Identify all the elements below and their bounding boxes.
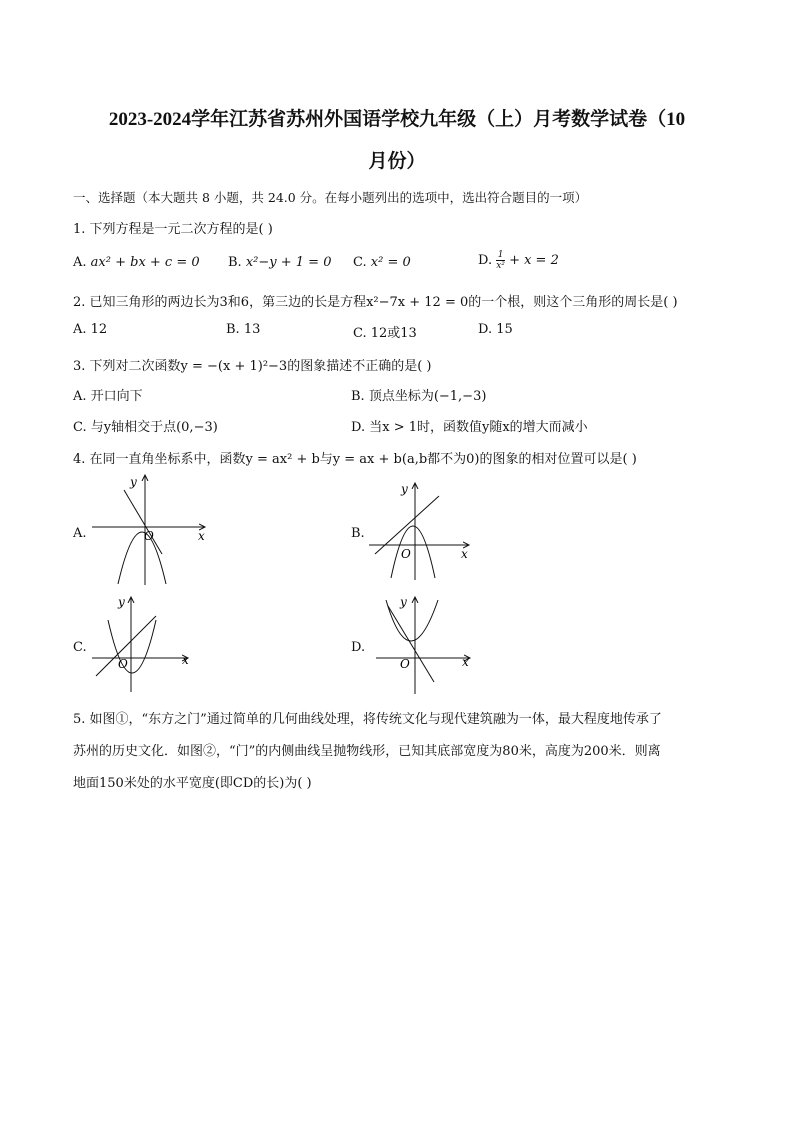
q1-d-fraction — [496, 250, 505, 271]
parabola — [118, 532, 166, 584]
axis-y-label: y — [401, 482, 408, 496]
paper-title-line1: 2023-2024学年江苏省苏州外国语学校九年级（上）月考数学试卷（10 — [108, 109, 686, 130]
q3-option-a: A. 开口向下 — [73, 389, 143, 404]
q1-option-d — [478, 250, 559, 271]
q1-d-numerator: 1 — [497, 250, 504, 260]
q1-option-a — [73, 255, 200, 270]
q1-a-label: A. — [73, 255, 87, 270]
q1-b-label: B. — [228, 255, 242, 270]
axis-y-label: y — [400, 595, 407, 609]
q2-option-a: A. 12 — [73, 322, 108, 337]
q4-label-b: B. — [351, 526, 365, 541]
parabola — [386, 600, 438, 641]
q4-graph-b — [365, 478, 475, 582]
q5-stem-line1: 5. 如图①，“东方之门”通过简单的几何曲线处理，将传统文化与现代建筑融为一体，最大程度地传承了 — [73, 712, 662, 727]
q1-b-expr: x²−y + 1 = 0 — [245, 255, 332, 270]
q4-label-d: D. — [351, 640, 366, 655]
q4-graph-c — [88, 592, 193, 692]
q4-label-a: A. — [73, 526, 87, 541]
paper-title-line2: 月份） — [368, 151, 426, 172]
q3-stem: 3. 下列对二次函数y = −(x + 1)²−3的图象描述不正确的是( ) — [73, 359, 432, 374]
q4-label-c: C. — [73, 640, 87, 655]
axis-y-label: y — [130, 475, 137, 489]
q1-d-denominator: x² — [496, 261, 505, 271]
origin-label: O — [144, 529, 154, 543]
axis-x-label: x — [198, 529, 205, 543]
axis-x-label: x — [461, 547, 468, 561]
q1-option-b — [228, 255, 331, 270]
q3-option-d: D. 当x > 1时，函数值y随x的增大而减小 — [351, 420, 588, 435]
q1-a-expr: ax² + bx + c = 0 — [90, 255, 200, 270]
q5-stem-line3: 地面150米处的水平宽度(即CD的长)为( ) — [73, 776, 312, 791]
q2-stem: 2. 已知三角形的两边长为3和6，第三边的长是方程x²−7x + 12 = 0的一个根，则这个三角形的周长是( ) — [73, 295, 678, 310]
origin-label: O — [400, 657, 410, 671]
q2-option-c: C. 12或13 — [353, 326, 417, 341]
q1-stem: 1. 下列方程是一元二次方程的是( ) — [73, 222, 273, 237]
q1-option-c — [353, 255, 411, 270]
q4-graph-a — [88, 470, 213, 588]
q1-d-label: D. — [478, 253, 493, 268]
q2-option-b: B. 13 — [226, 322, 261, 337]
origin-label: O — [401, 547, 411, 561]
section-heading: 一、选择题（本大题共 8 小题，共 24.0 分。在每小题列出的选项中，选出符合题目的一项） — [73, 190, 588, 205]
q3-option-b: B. 顶点坐标为(−1,−3) — [351, 389, 487, 404]
q1-c-label: C. — [353, 255, 367, 270]
axis-x-label: x — [462, 655, 469, 669]
q5-stem-line2: 苏州的历史文化．如图②，“门”的内侧曲线呈抛物线形，已知其底部宽度为80米，高度为200米．则离 — [73, 744, 661, 759]
axis-x-label: x — [182, 653, 189, 667]
parabola — [108, 620, 156, 673]
q3-option-c: C. 与y轴相交于点(0,−3) — [73, 420, 218, 435]
line — [124, 490, 162, 554]
q4-graph-d — [372, 592, 475, 696]
q2-option-d: D. 15 — [478, 322, 513, 337]
q4-stem: 4. 在同一直角坐标系中，函数y = ax² + b与y = ax + b(a,b都不为0)的图象的相对位置可以是( ) — [73, 452, 637, 467]
line — [388, 606, 434, 682]
origin-label: O — [118, 657, 128, 671]
q1-c-expr: x² = 0 — [370, 255, 411, 270]
axis-y-label: y — [118, 595, 125, 609]
q1-d-rest: + x = 2 — [509, 253, 559, 268]
